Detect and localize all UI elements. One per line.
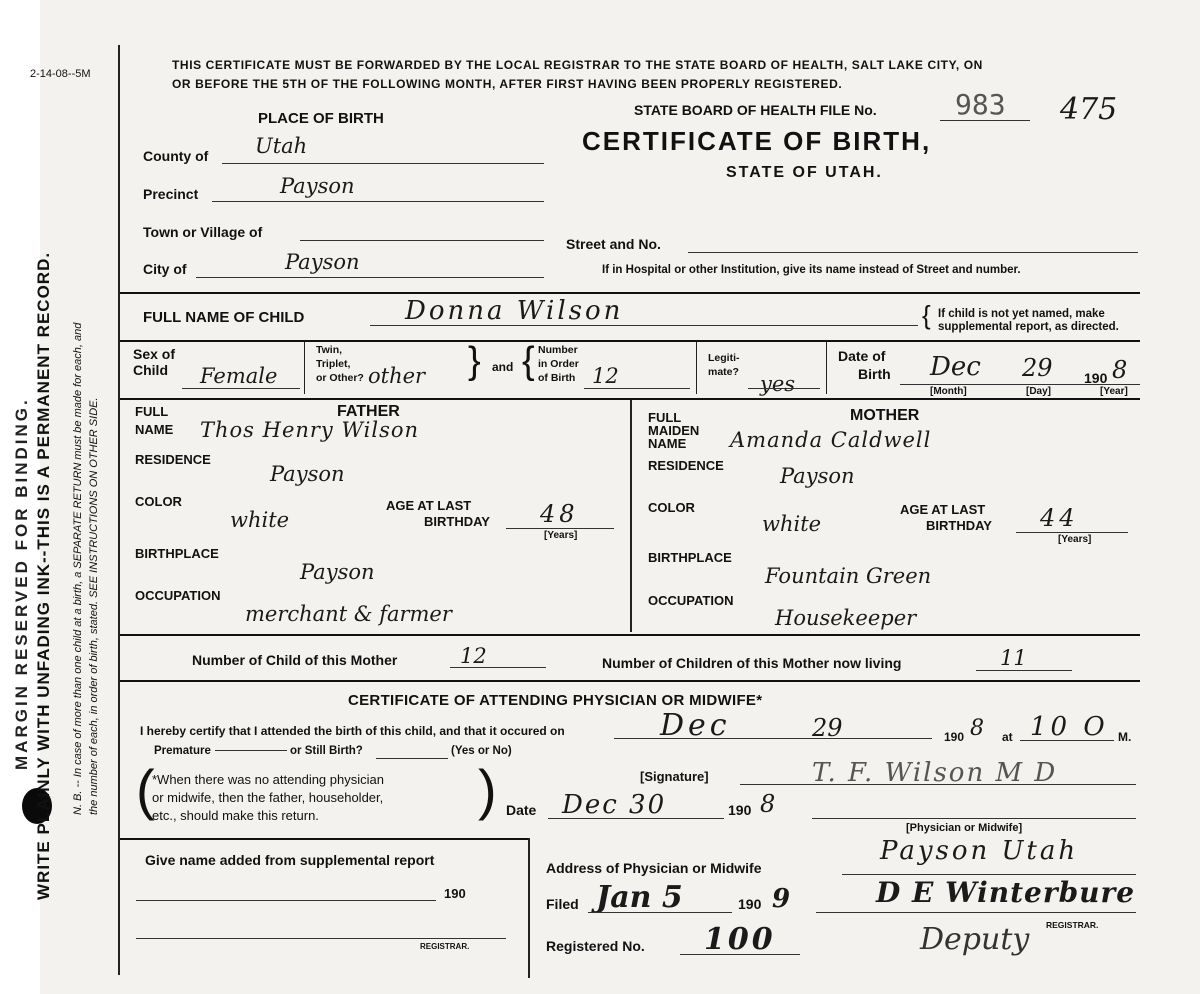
twin-label-3: or Other? (316, 372, 364, 384)
form-code: 2-14-08--5M (30, 68, 91, 80)
premature-label: Premature (154, 745, 211, 757)
county-line (222, 163, 544, 164)
parents-divider (630, 400, 632, 632)
living-line (976, 670, 1072, 671)
father-residence-value: Payson (270, 462, 345, 486)
address-label: Address of Physician or Midwife (546, 860, 762, 876)
twin-brace: } (468, 340, 481, 382)
sex-label-2: Child (133, 362, 168, 378)
dob-line (900, 384, 1140, 385)
birth-time: 10 O (1030, 712, 1109, 742)
sex-line (182, 388, 300, 389)
mother-occupation-value: Housekeeper (775, 606, 917, 630)
rule-1 (120, 292, 1140, 294)
left-border (118, 45, 120, 975)
physician-signature: T. F. Wilson M D (812, 758, 1058, 788)
birth-date-day: 29 (812, 714, 843, 742)
supplemental-registrar-line (136, 938, 506, 939)
mother-maiden-label: MAIDEN (648, 423, 700, 438)
premature-strike (215, 750, 287, 751)
at-label: at (1002, 730, 1013, 744)
file-number-handwritten: 475 (1060, 92, 1118, 127)
filed-year-suffix: 9 (772, 884, 791, 914)
father-occupation-label: OCCUPATION (135, 588, 221, 603)
legit-line (748, 388, 820, 389)
filed-line (588, 912, 732, 913)
divider-legit (826, 342, 827, 394)
mother-residence-value: Payson (780, 464, 855, 488)
hospital-note: If in Hospital or other Institution, give its name instead of Street and number. (602, 264, 1021, 276)
mother-age-label-1: AGE AT LAST (900, 502, 986, 517)
father-birthplace-label: BIRTHPLACE (135, 546, 219, 561)
registered-number-label: Registered No. (546, 938, 645, 954)
month-bracket: [Month] (930, 386, 967, 397)
yes-no-label: (Yes or No) (451, 745, 512, 757)
still-birth-label: or Still Birth? (290, 745, 363, 757)
physician-date-label: Date (506, 802, 537, 818)
child-name-line (370, 325, 918, 326)
note-line-1: *When there was no attending physician (152, 772, 384, 787)
father-full-label: FULL (135, 404, 169, 419)
mother-occupation-label: OCCUPATION (648, 593, 734, 608)
margin-note-2: the number of each, in order of birth, stated. SEE INSTRUCTIONS ON OTHER SIDE. (88, 397, 100, 815)
physician-heading: CERTIFICATE OF ATTENDING PHYSICIAN OR MIDWIFE* (348, 692, 763, 709)
m-label: M. (1118, 730, 1132, 744)
sex-label-1: Sex of (133, 346, 176, 362)
note-brace-left: ( (136, 758, 155, 821)
order-label-3: of Birth (538, 372, 576, 384)
dob-month: Dec (930, 352, 981, 382)
town-line (300, 240, 544, 241)
child-name-label: FULL NAME OF CHILD (143, 309, 305, 326)
note-line-3: etc., should make this return. (152, 808, 319, 823)
note-line-2: or midwife, then the father, householder, (152, 790, 384, 805)
living-value: 11 (1000, 646, 1027, 670)
year-bracket: [Year] (1100, 386, 1128, 397)
registered-number-value: 100 (704, 922, 776, 957)
physician-date-year-suffix: 8 (760, 790, 776, 818)
filed-label: Filed (546, 896, 579, 912)
registrar-signature: D E Winterbure (876, 876, 1136, 909)
day-bracket: [Day] (1026, 386, 1052, 397)
state-title: STATE OF UTAH. (726, 164, 883, 181)
dob-label-1: Date of (838, 348, 886, 364)
father-age-line (506, 528, 614, 529)
header-line-2: OR BEFORE THE 5TH OF THE FOLLOWING MONTH, AFTER FIRST HAVING BEEN PROPERLY REGISTERED. (172, 77, 843, 91)
order-label-1: Number (538, 344, 578, 356)
header-line-1: THIS CERTIFICATE MUST BE FORWARDED BY THE LOCAL REGISTRAR TO THE STATE BOARD OF HEALTH, SALT LAKE CITY, ON (172, 58, 983, 72)
mother-full-label: FULL (648, 410, 682, 425)
child-of-mother-value: 12 (460, 644, 487, 668)
precinct-line (212, 201, 544, 202)
signature-line (740, 784, 1136, 785)
rule-6 (120, 838, 528, 840)
place-of-birth-heading: PLACE OF BIRTH (258, 110, 384, 127)
supplemental-registrar-label: REGISTRAR. (420, 942, 470, 951)
father-years-bracket: [Years] (544, 530, 578, 541)
father-birthplace-value: Payson (300, 560, 375, 584)
mother-age-line (1016, 532, 1128, 533)
county-label: County of (143, 148, 209, 164)
street-line (688, 252, 1138, 253)
rule-2 (120, 340, 1140, 342)
child-of-mother-label: Number of Child of this Mother (192, 652, 398, 668)
mother-age-value: 44 (1040, 504, 1079, 532)
address-line (842, 874, 1136, 875)
filed-year-prefix: 190 (738, 896, 762, 912)
registrar-label: REGISTRAR. (1046, 920, 1099, 930)
mother-years-bracket: [Years] (1058, 534, 1092, 545)
file-number-line (940, 120, 1030, 121)
role-line (812, 818, 1136, 819)
address-value: Payson Utah (880, 836, 1079, 866)
father-residence-label: RESIDENCE (135, 452, 211, 467)
living-label: Number of Children of this Mother now living (602, 655, 902, 671)
margin-binding-notice: MARGIN RESERVED FOR BINDING. (12, 397, 31, 770)
mother-residence-label: RESIDENCE (648, 458, 724, 473)
legit-value: yes (760, 372, 796, 396)
role-label: [Physician or Midwife] (906, 822, 1023, 834)
file-number-label: STATE BOARD OF HEALTH FILE No. (634, 102, 877, 118)
order-label-2: in Order (538, 358, 579, 370)
name-note-2: supplemental report, as directed. (938, 321, 1119, 333)
mother-color-value: white (762, 512, 822, 536)
father-age-label-1: AGE AT LAST (386, 498, 472, 513)
rule-4 (120, 634, 1140, 636)
supplemental-year: 190 (444, 886, 466, 901)
dob-label-2: Birth (858, 366, 891, 382)
dob-day: 29 (1022, 354, 1053, 382)
birth-year-suffix: 8 (970, 716, 984, 741)
margin-ink-notice: WRITE PLAINLY WITH UNFADING INK--THIS IS A PERMANENT RECORD. (34, 251, 53, 900)
legit-label-2: mate? (708, 366, 739, 378)
city-value: Payson (285, 250, 360, 274)
divider-sex (304, 342, 305, 394)
margin-note-1: N. B. -- In case of more than one child at a birth, a SEPARATE RETURN must be made for each, and (72, 322, 84, 815)
order-line (584, 388, 690, 389)
precinct-label: Precinct (143, 186, 199, 202)
county-value: Utah (255, 134, 308, 158)
town-label: Town or Village of (143, 224, 263, 240)
mother-name-label: NAME (648, 436, 687, 451)
deputy-signature: Deputy (920, 922, 1030, 957)
twin-label-1: Twin, (316, 344, 343, 356)
father-age-label-2: BIRTHDAY (424, 514, 490, 529)
mother-age-label-2: BIRTHDAY (926, 518, 992, 533)
file-number: 983 (955, 88, 1006, 121)
footer-divider (528, 838, 530, 978)
certificate-title: CERTIFICATE OF BIRTH, (582, 126, 932, 156)
father-age-value: 48 (540, 500, 579, 528)
mother-heading: MOTHER (850, 407, 920, 424)
note-brace-right: ) (478, 758, 497, 821)
divider-order (696, 342, 697, 394)
name-note-1: If child is not yet named, make (938, 308, 1105, 320)
child-of-mother-line (450, 667, 546, 668)
dob-year-suffix: 8 (1112, 356, 1128, 384)
signature-label: [Signature] (640, 769, 709, 784)
order-brace: { (522, 340, 535, 382)
father-name-label: NAME (135, 422, 174, 437)
twin-label-2: Triplet, (316, 358, 351, 370)
rule-5 (120, 680, 1140, 682)
certify-text: I hereby certify that I attended the birth of this child, and that it occured on (140, 724, 565, 738)
city-label: City of (143, 261, 187, 277)
registered-number-line (680, 954, 800, 955)
physician-date-line (548, 818, 724, 819)
father-color-value: white (230, 508, 290, 532)
and-label: and (492, 360, 514, 374)
city-line (196, 277, 544, 278)
birth-time-line (1020, 740, 1114, 741)
registrar-sig-line (816, 912, 1136, 913)
legit-label-1: Legiti- (708, 352, 740, 364)
twin-value: other (368, 364, 426, 388)
street-label: Street and No. (566, 236, 661, 252)
supplemental-label: Give name added from supplemental report (145, 852, 435, 868)
filed-value: Jan 5 (596, 880, 683, 915)
precinct-value: Payson (280, 174, 355, 198)
physician-date-year-prefix: 190 (728, 802, 752, 818)
mother-birthplace-value: Fountain Green (765, 564, 932, 588)
still-birth-line (376, 758, 448, 759)
mother-birthplace-label: BIRTHPLACE (648, 550, 732, 565)
father-occupation-value: merchant & farmer (245, 602, 452, 626)
mother-name-value: Amanda Caldwell (730, 428, 932, 452)
order-value: 12 (592, 364, 619, 388)
dob-year-prefix: 190 (1084, 370, 1108, 386)
physician-date-value: Dec 30 (562, 790, 667, 820)
child-name-value: Donna Wilson (405, 296, 624, 326)
sex-value: Female (200, 364, 278, 388)
father-name-value: Thos Henry Wilson (200, 418, 420, 442)
name-note-brace: { (922, 300, 931, 330)
father-heading: FATHER (337, 403, 400, 420)
birth-date-month: Dec (660, 708, 731, 743)
birth-year-prefix: 190 (944, 730, 965, 744)
birth-date-line (614, 738, 932, 739)
mother-color-label: COLOR (648, 500, 695, 515)
father-color-label: COLOR (135, 494, 182, 509)
supplemental-line (136, 900, 436, 901)
